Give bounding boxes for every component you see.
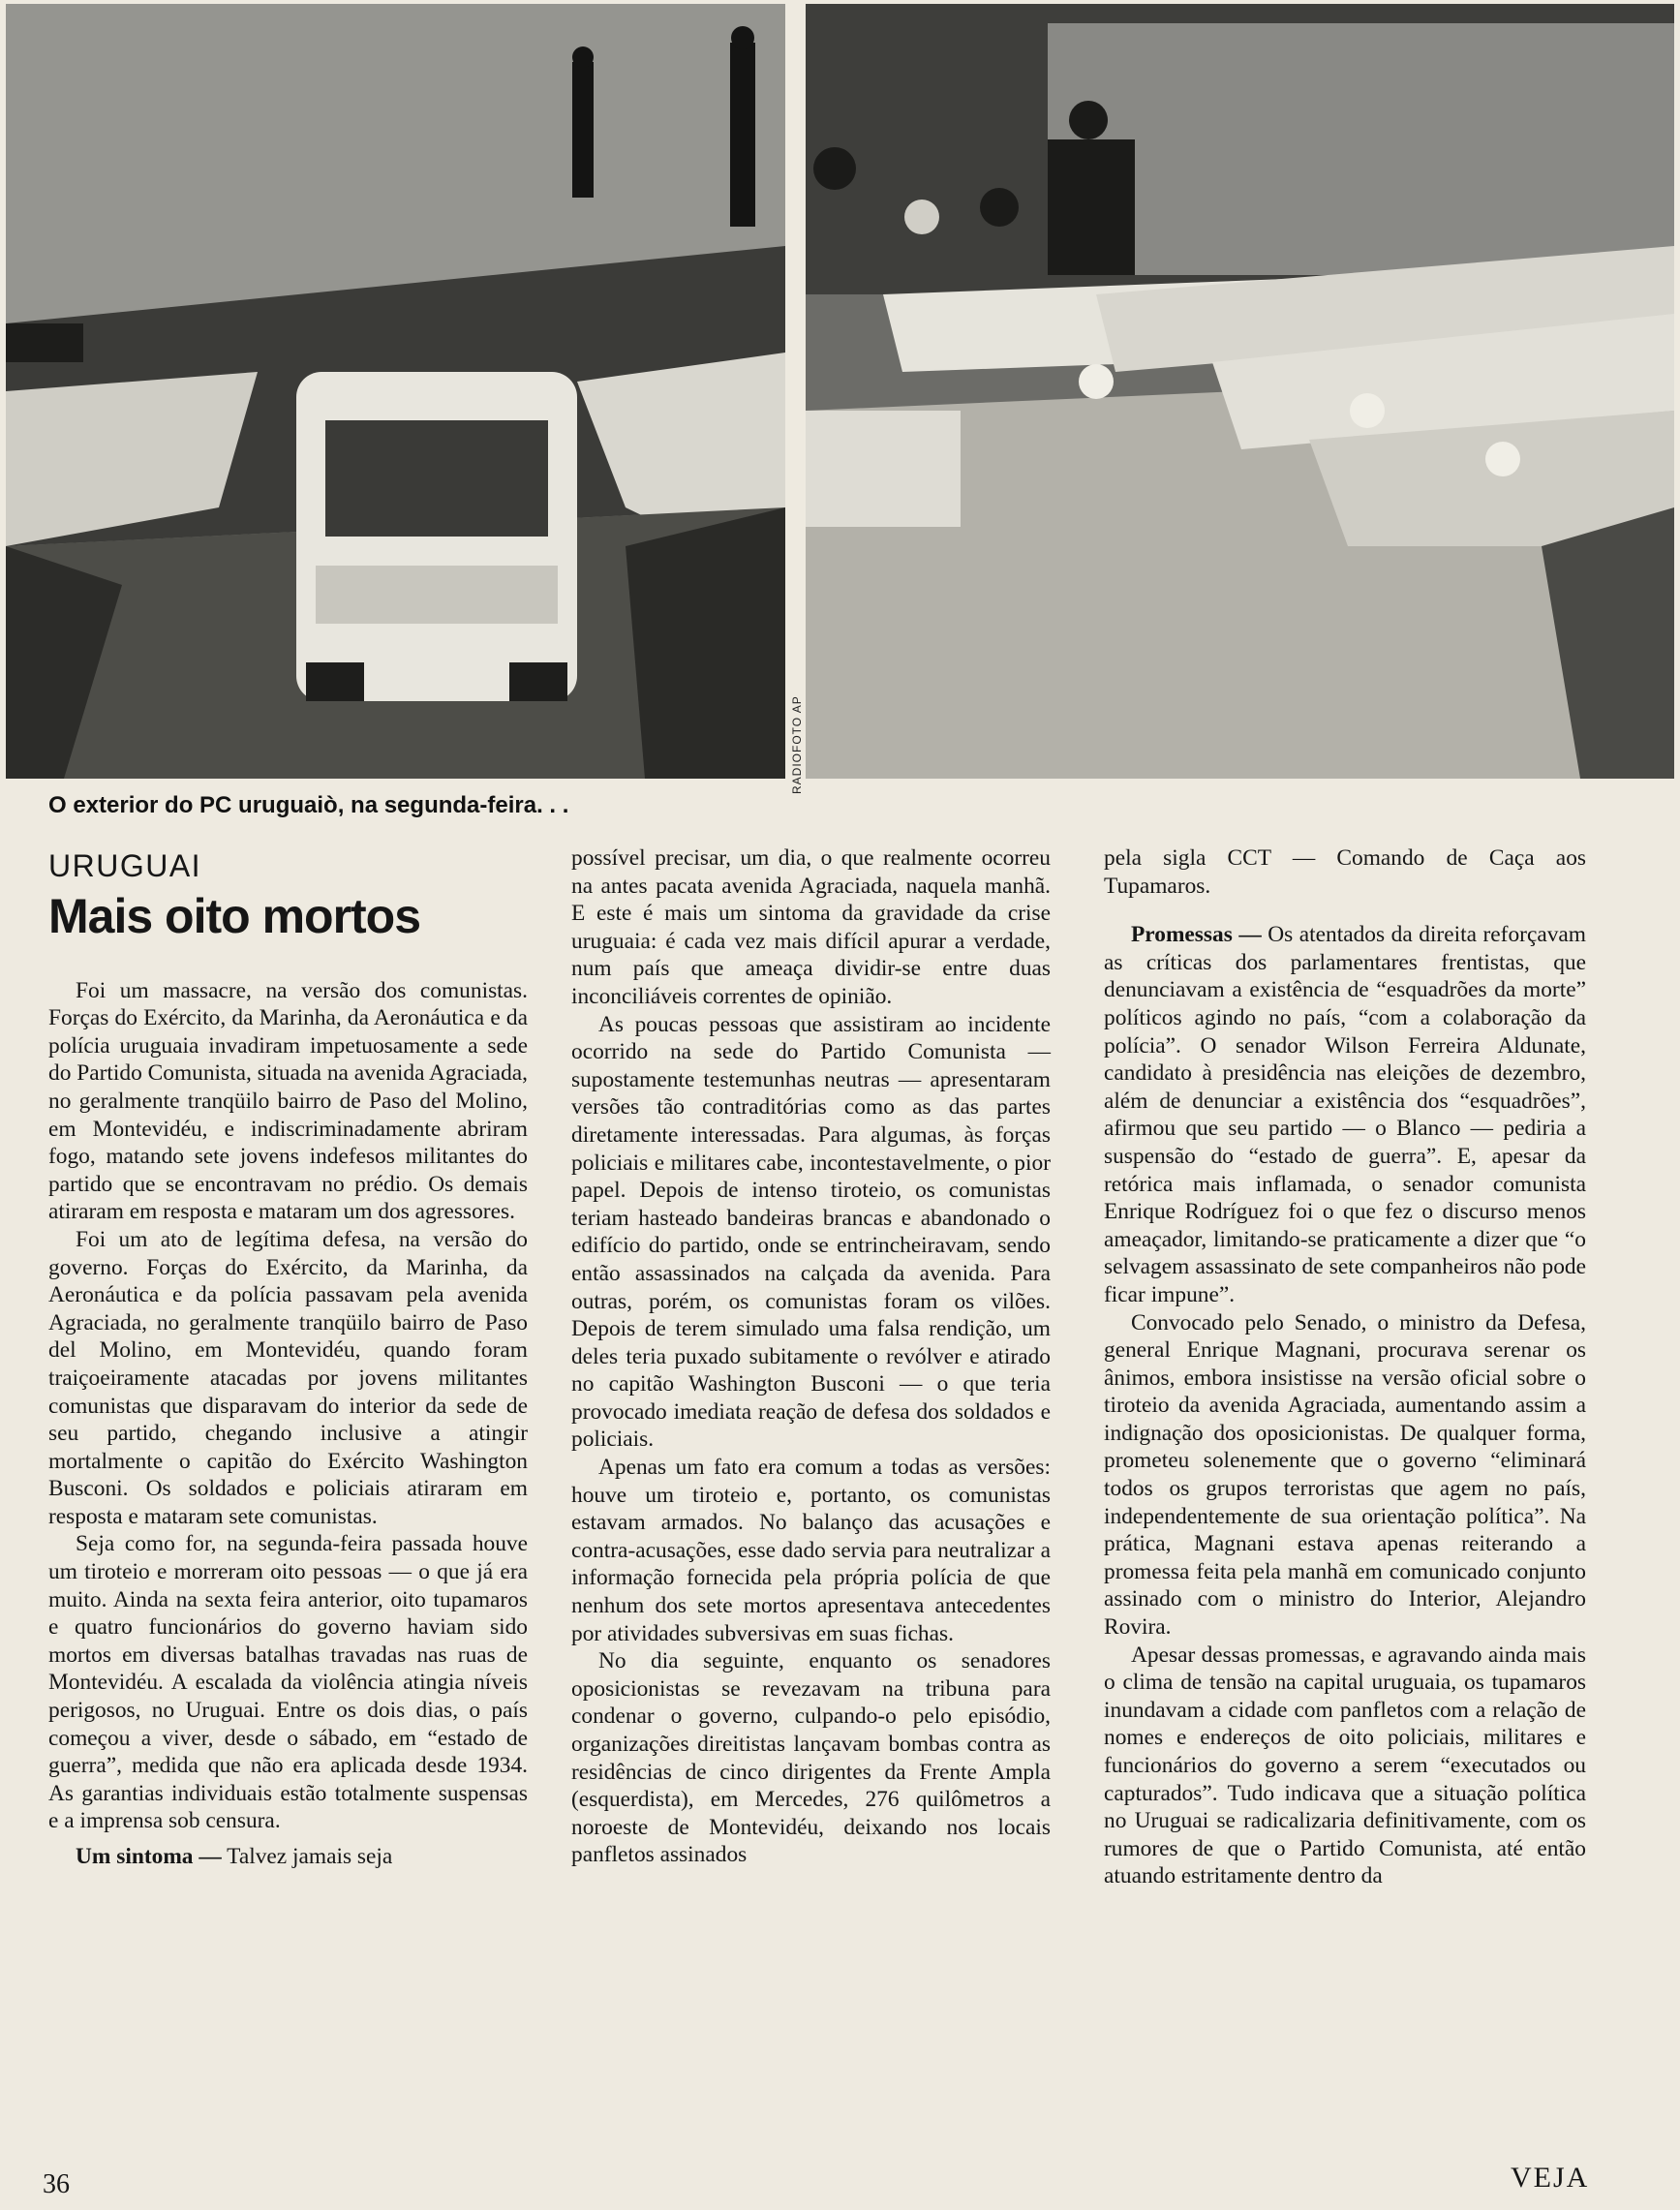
street-scene-image [6, 4, 785, 779]
photo-caption: O exterior do PC uruguaiò, na segunda-feira. . . [48, 792, 569, 818]
article-headline: Mais oito mortos [48, 888, 421, 943]
subheading: Promessas — [1131, 922, 1262, 948]
paragraph-text: Os atentados da direita reforçavam as críticas dos parlamentares frentistas, que denunciavam a existência de “esquadrões da morte” políticos agindo no país, “com a colaboração da polícia”. O senador Wilson Ferreira Aldunate, candidato à presidência nas eleições de dezembro, além de denunciar a existência dos “esquadrões”, afirmou que seu partido — o Blanco — pediria a suspensão do “estado de guerra”. E, apesar da retórica mais inflamada, o senador comunista Enrique Rodríguez foi o que fez o discurso menos ameaçador, limitando-se praticamente a dizer que “o selvagem assassinato de sete companheiros não pode ficar impune”. [1104, 922, 1586, 1307]
paragraph: As poucas pessoas que assistiram ao incidente ocorrido na sede do Partido Comunista — supostamente testemunhas neutras — apresentaram versões tão contraditórias como as das partes diretamente interessadas. Para algumas, às forças policiais e militares cabe, incontestavelmente, o pior papel. Depois de intenso tiroteio, os comunistas teriam hasteado bandeiras brancas e abandonado o edifício do partido, onde se entrincheiravam, sendo então assassinados na calçada da avenida. Para outras, porém, os comunistas foram os vilões. Depois de terem simulado uma falsa rendição, um deles teria puxado subitamente o revólver e atirado no capitão Washington Busconi — o que teria provocado imediata reação de defesa dos soldados e policiais. [571, 1011, 1051, 1453]
article-column-1 [48, 844, 528, 1871]
paragraph: Convocado pelo Senado, o ministro da Defesa, general Enrique Magnani, procurava serenar os ânimos, embora insistisse na versão oficial sobre o tiroteio da avenida Agraciada, aumentando assim a indignação dos oposicionistas. De qualquer forma, prometeu solenemente que o governo “eliminará todos os grupos terroristas que agem no país, independentemente de sua orientação política”. Na prática, Magnani estava apenas reiterando a promessa feita pela manhã em comunicado conjunto assinado com o ministro do Interior, Alejandro Rovira. [1104, 1309, 1586, 1641]
paragraph [1104, 921, 1586, 1308]
paragraph: Apenas um fato era comum a todas as versões: houve um tiroteio e, portanto, os comunistas estavam armados. No balanço das acusações e contra-acusações, esse dado servia para neutralizar a informação fornecida pela própria polícia de que nenhum dos sete mortos apresentava antecedentes por atividades subversivas em suas fichas. [571, 1455, 1051, 1646]
paragraph: Foi um massacre, na versão dos comunistas. Forças do Exército, da Marinha, da Aeronáutica e da polícia uruguaia invadiram impetuosamente a sede do Partido Comunista, situada na avenida Agraciada, no geralmente tranqüilo bairro de Paso del Molino, em Montevidéu, e indiscriminadamente abriram fogo, matando sete jovens indefesos militantes do partido que se encontravam no prédio. Os demais atiraram em resposta e mataram um dos agressores. [48, 977, 528, 1225]
article-column-3 [1104, 844, 1586, 1890]
page-number: 36 [43, 2169, 70, 2199]
photo-coffins [806, 4, 1674, 779]
paragraph: Foi um ato de legítima defesa, na versão do governo. Forças do Exército, da Marinha, da Aeronáutica e da polícia passavam pela avenida Agraciada, no geralmente tranqüilo bairro de Paso del Molino, em Montevidéu, quando foram traiçoeiramente atacadas por jovens militantes comunistas que disparavam do interior da sede de seu partido, chegando inclusive a atingir mortalmente o capitão do Exército Washington Busconi. Os soldados e policiais atiraram em resposta e mataram sete comunistas. [48, 1226, 528, 1529]
subheading: Um sintoma — [76, 1844, 222, 1869]
article-column-2 [571, 844, 1051, 1869]
paragraph: Apesar dessas promessas, e agravando ainda mais o clima de tensão na capital uruguaia, os tupamaros inundavam a cidade com panfletos com a relação de nomes e endereços de oito policiais, militares e funcionários do governo a serem “executados ou capturados”. Tudo indicava que a situação política no Uruguai se radicalizaria definitivamente, com os rumores de que o Partido Comunista, até então atuando estritamente dentro da [1104, 1642, 1586, 1889]
paragraph: Seja como for, na segunda-feira passada houve um tiroteio e morreram oito pessoas — o que já era muito. Ainda na sexta feira anterior, oito tupamaros e quatro funcionários do governo haviam sido mortos em diversas batalhas travadas nas ruas de Montevidéu. A escalada da violência atingia níveis perigosos, no Uruguai. Entre os dois dias, o país começou a viver, desde o sábado, em “estado de guerra”, medida que não era aplicada desde 1934. As garantias individuais estão totalmente suspensas e a imprensa sob censura. [48, 1531, 528, 1834]
magazine-name: VEJA [1511, 2162, 1590, 2194]
paragraph-text: Talvez jamais seja [221, 1844, 393, 1869]
section-label: URUGUAI [48, 848, 202, 883]
paragraph: pela sigla CCT — Comando de Caça aos Tupamaros. [1104, 845, 1586, 899]
paragraph: No dia seguinte, enquanto os senadores oposicionistas se revezavam na tribuna para condenar o governo, culpando-o pelo episódio, organizações direitistas lançavam bombas contra as residências de cinco dirigentes da Frente Ampla (esquerdista), em Mercedes, 276 quilômetros a noroeste de Montevidéu, deixando nos locais panfletos assinados [571, 1648, 1051, 1868]
photo-credit: RADIOFOTO AP [790, 695, 804, 794]
coffins-image [806, 4, 1674, 779]
photo-street-scene [6, 4, 785, 779]
paragraph [48, 1843, 528, 1871]
paragraph: possível precisar, um dia, o que realmente ocorreu na antes pacata avenida Agraciada, naquela manhã. E este é mais um sintoma da gravidade da crise uruguaia: é cada vez mais difícil apurar a verdade, num país que ameaça dividir-se entre duas inconciliáveis correntes de opinião. [571, 845, 1051, 1009]
